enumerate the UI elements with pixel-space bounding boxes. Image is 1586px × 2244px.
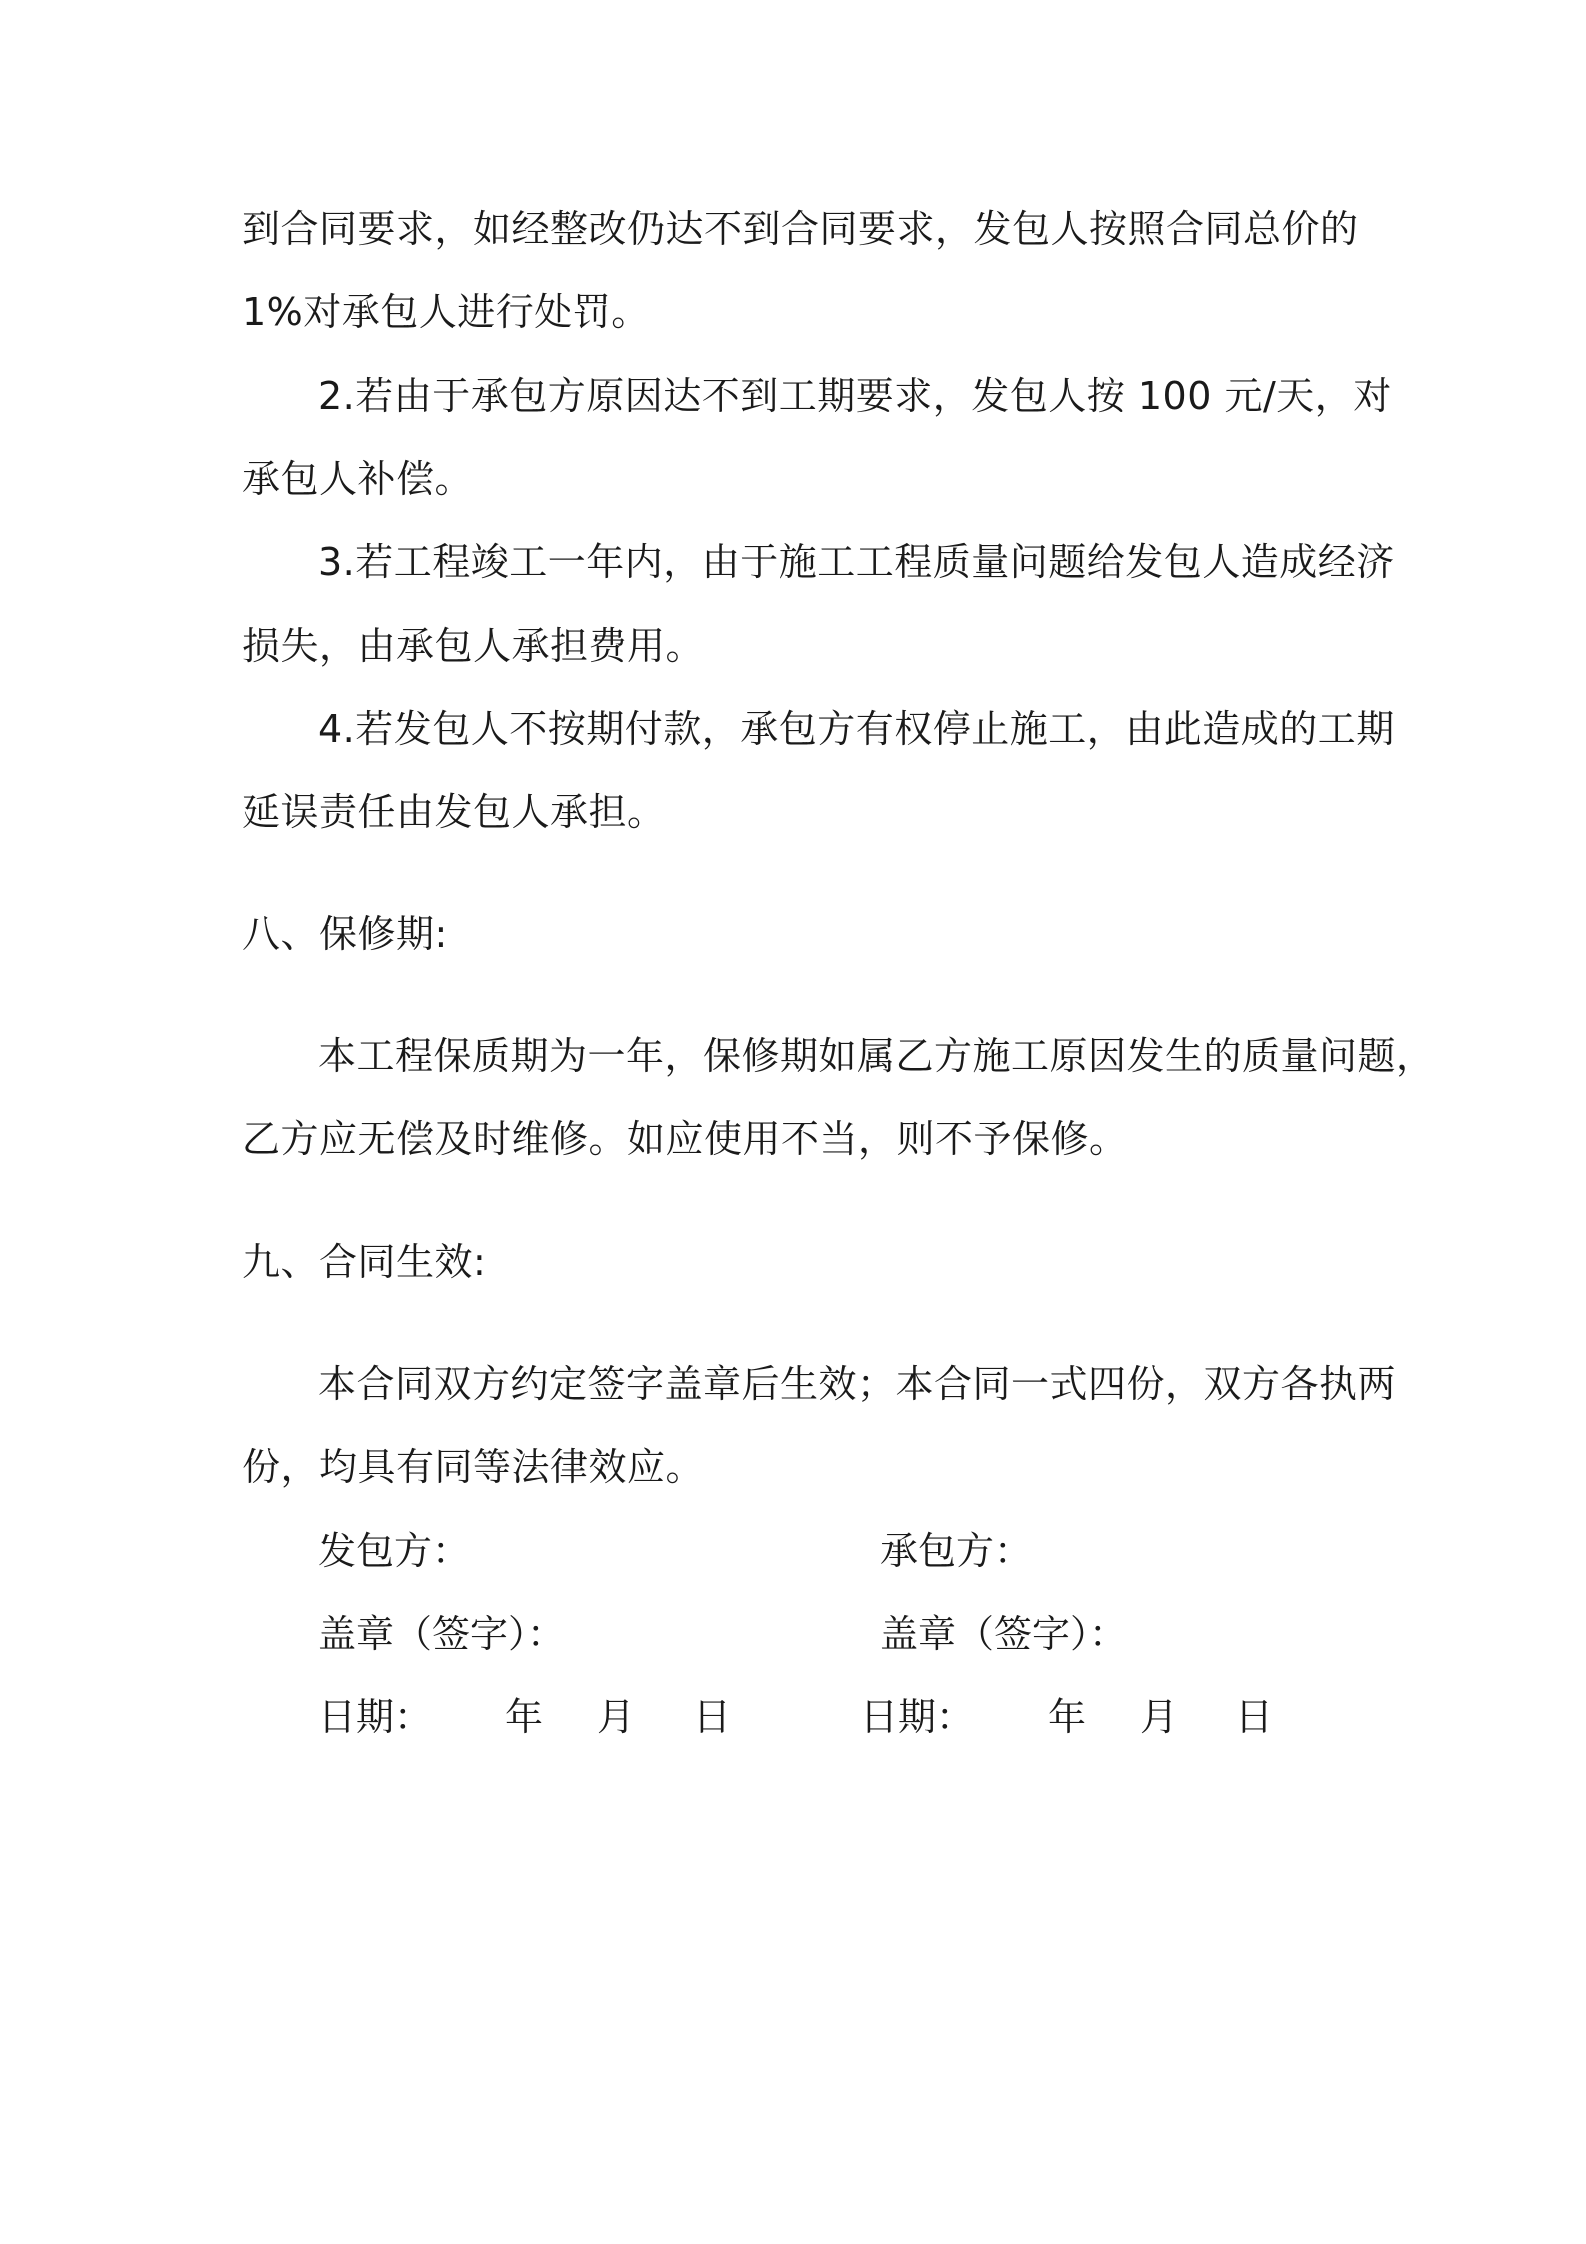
clause7-paragraph1-line2: 1%对承包人进行处罚。 bbox=[242, 290, 650, 334]
clause8-paragraph-line2: 乙方应无偿及时维修。如应使用不当，则不予保修。 bbox=[242, 1117, 1128, 1161]
date-b-year: 年 bbox=[1048, 1695, 1087, 1739]
clause7-paragraph1-line1: 到合同要求，如经整改仍达不到合同要求，发包人按照合同总价的 bbox=[242, 207, 1359, 251]
clause7-paragraph3-line2: 损失，由承包人承担费用。 bbox=[242, 624, 705, 668]
clause9-paragraph-line2: 份，均具有同等法律效应。 bbox=[242, 1445, 705, 1489]
date-b-day: 日 bbox=[1235, 1695, 1274, 1739]
clause8-paragraph-line1: 本工程保质期为一年，保修期如属乙方施工原因发生的质量问题， bbox=[318, 1034, 1435, 1078]
seal-a-label: 盖章（签字）： bbox=[318, 1612, 566, 1656]
clause7-paragraph2-line1: 2.若由于承包方原因达不到工期要求，发包人按 100 元/天，对 bbox=[318, 374, 1392, 418]
date-a-month: 月 bbox=[597, 1695, 636, 1739]
clause9-heading: 九、合同生效: bbox=[242, 1240, 487, 1284]
clause7-paragraph3-line1: 3.若工程竣工一年内，由于施工工程质量问题给发包人造成经济 bbox=[318, 540, 1395, 584]
clause9-paragraph-line1: 本合同双方约定签字盖章后生效；本合同一式四份，双方各执两 bbox=[318, 1362, 1397, 1406]
party-a-label: 发包方： bbox=[318, 1529, 471, 1573]
date-a-label: 日期： bbox=[318, 1695, 433, 1739]
clause7-paragraph4-line2: 延误责任由发包人承担。 bbox=[242, 790, 666, 834]
date-b-label: 日期： bbox=[860, 1695, 975, 1739]
date-b-month: 月 bbox=[1140, 1695, 1179, 1739]
seal-b-label: 盖章（签字）： bbox=[880, 1612, 1128, 1656]
party-b-label: 承包方： bbox=[880, 1529, 1033, 1573]
date-a-year: 年 bbox=[505, 1695, 544, 1739]
clause8-heading: 八、保修期: bbox=[242, 912, 448, 956]
clause7-paragraph2-line2: 承包人补偿。 bbox=[242, 457, 474, 501]
date-a-day: 日 bbox=[693, 1695, 732, 1739]
clause7-paragraph4-line1: 4.若发包人不按期付款，承包方有权停止施工，由此造成的工期 bbox=[318, 707, 1395, 751]
